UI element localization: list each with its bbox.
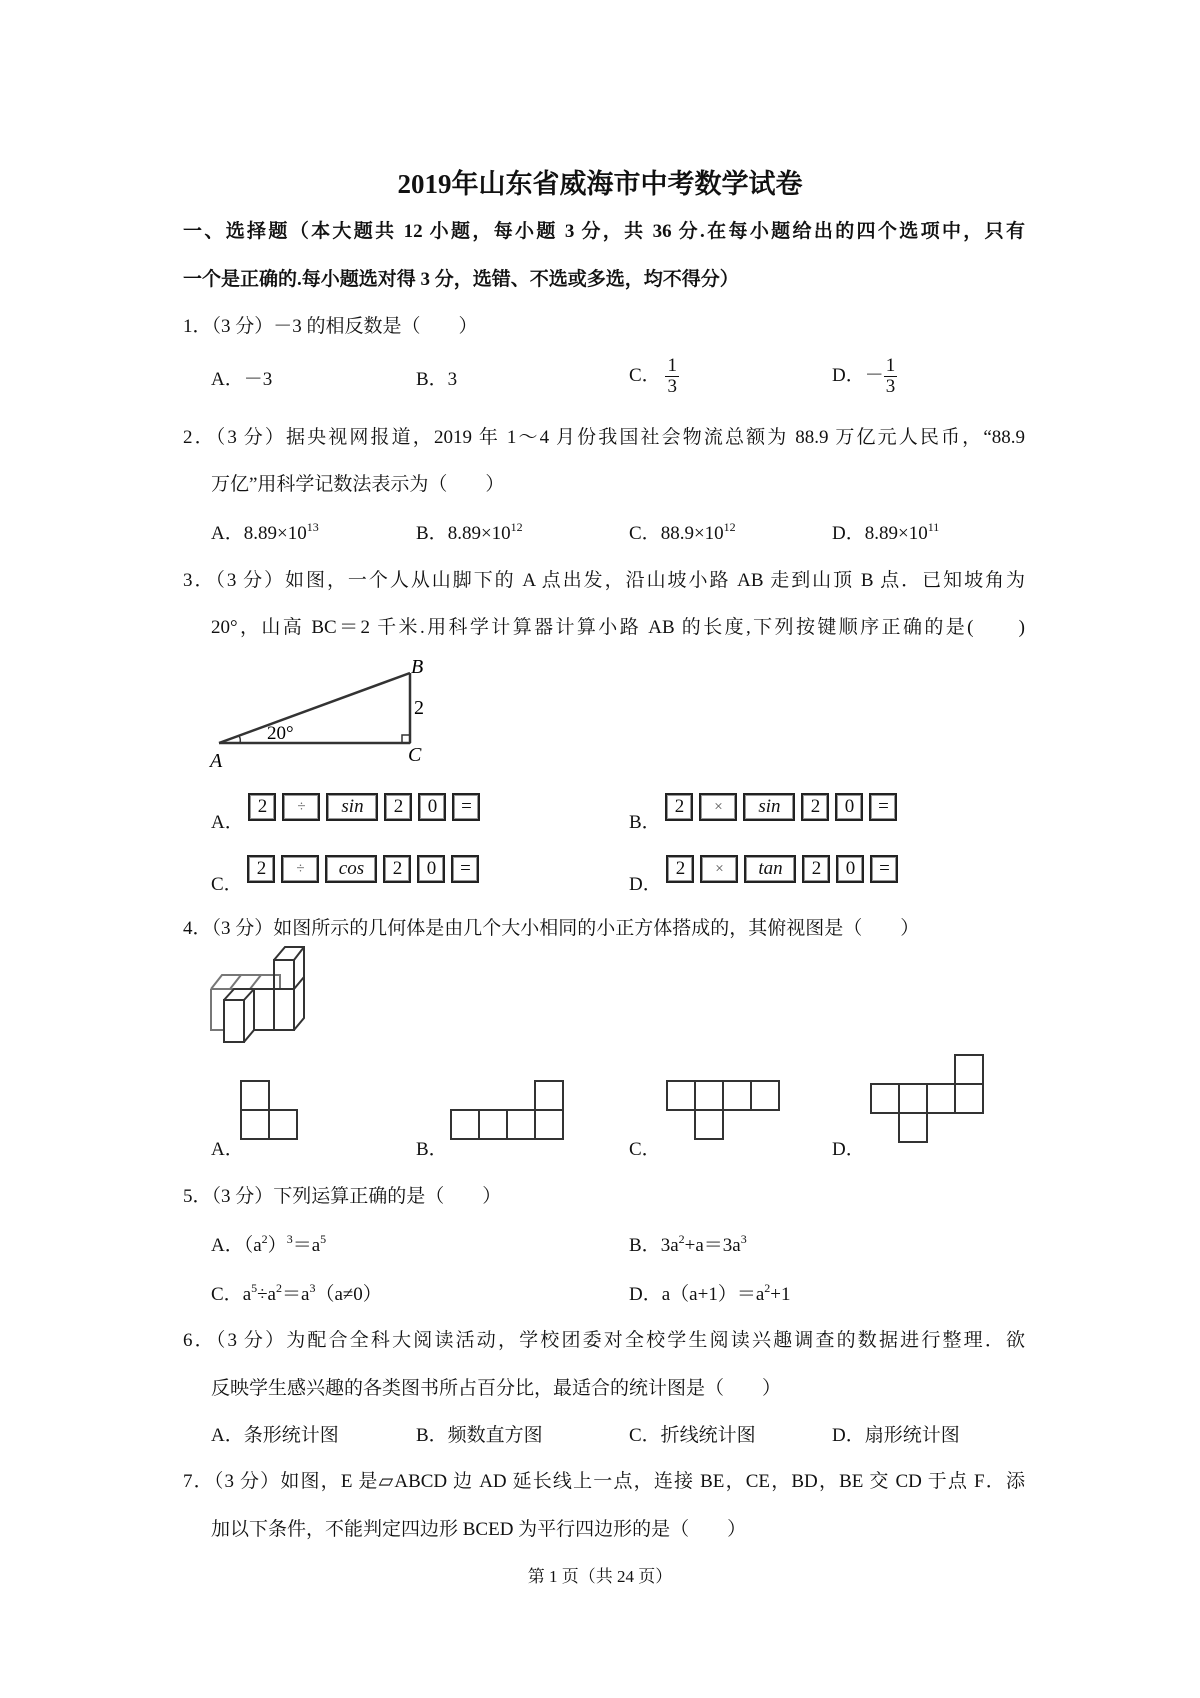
key: 0 (836, 855, 864, 883)
option-base: 88.9×10 (660, 523, 724, 544)
key: sin (743, 793, 795, 821)
expr: ＝a (292, 1235, 321, 1256)
q6-stem-line1: 6．（3 分）为配合全科大阅读活动，学校团委对全校学生阅读兴趣调查的数据进行整理．欲 (183, 1330, 1025, 1351)
q2-stem-line1: 2．（3 分）据央视网报道，2019 年 1～4 月份我国社会物流总额为 88.9 万亿元人民币，“88.9 (183, 427, 1025, 448)
key: 2 (666, 855, 694, 883)
q3-stem-line2: 20°，山高 BC＝2 千米.用科学计算器计算小路 AB 的长度,下列按键顺序正确的是( ) (211, 617, 1025, 638)
expr: +1 (770, 1284, 791, 1305)
q5-stem: 5．（3 分）下列运算正确的是（ ） (183, 1186, 502, 1207)
key-sequence (666, 855, 898, 883)
key: = (451, 855, 479, 883)
q2-option-c (629, 522, 736, 546)
q2-stem-line2: 万亿”用科学记数法表示为（ ） (211, 474, 505, 495)
q3-option-b (629, 796, 897, 835)
exponent: 13 (306, 520, 319, 534)
q1-option-d (832, 356, 897, 397)
key: × (699, 793, 737, 821)
page-title: 2019年山东省威海市中考数学试卷 (397, 169, 803, 199)
expr: ÷a (257, 1284, 276, 1305)
expr: +a＝3a (684, 1235, 741, 1256)
label-c: C (408, 744, 422, 766)
option-label: C． (211, 874, 243, 895)
denominator: 3 (885, 376, 896, 397)
q3-option-d (629, 858, 898, 897)
option-base: 8.89×10 (864, 523, 928, 544)
expr: a (242, 1284, 252, 1305)
q4-option-d-figure (870, 1054, 990, 1154)
q4-option-b-label: B． (416, 1139, 448, 1160)
option-label: D． (629, 874, 662, 895)
option-label: C． (211, 1284, 243, 1305)
key: = (869, 793, 897, 821)
key-sequence (248, 793, 480, 821)
option-label: B． (629, 1235, 661, 1256)
exponent: 3 (309, 1281, 316, 1295)
q4-option-b-figure (450, 1080, 570, 1152)
numerator: 1 (667, 355, 677, 376)
page-footer: 第 1 页（共 24 页） (527, 1567, 673, 1586)
q6-option-b: B．频数直方图 (416, 1425, 543, 1446)
minus-sign: － (864, 364, 884, 386)
exponent: 2 (261, 1232, 268, 1246)
key: 0 (417, 855, 445, 883)
exponent: 2 (764, 1281, 771, 1295)
expr: ＝a (282, 1284, 310, 1305)
exponent: 2 (678, 1232, 685, 1246)
section-heading-line2: 一个是正确的.每小题选对得 3 分，选错、不选或多选，均不得分） (183, 269, 739, 290)
key-sequence (247, 855, 479, 883)
exponent: 3 (286, 1232, 293, 1246)
denominator: 3 (667, 376, 677, 397)
q5-option-b (629, 1234, 747, 1258)
key: = (870, 855, 898, 883)
q6-option-c: C．折线统计图 (629, 1425, 756, 1446)
key: cos (325, 855, 377, 883)
exponent: 12 (510, 520, 523, 534)
key: ÷ (282, 793, 320, 821)
label-side: 2 (414, 697, 424, 719)
option-label: A． (211, 523, 244, 544)
q6-option-d: D．扇形统计图 (832, 1425, 960, 1446)
expr: a（a+1）＝a (661, 1284, 765, 1305)
expr: （a≠0） (315, 1284, 382, 1305)
q1-stem: 1．（3 分）－3 的相反数是（ ） (183, 316, 478, 337)
q5-option-c (211, 1283, 382, 1307)
key: 2 (248, 793, 276, 821)
q6-option-a: A．条形统计图 (211, 1425, 339, 1446)
q5-option-d (629, 1283, 790, 1307)
q7-stem-line1: 7．（3 分）如图，E 是▱ABCD 边 AD 延长线上一点，连接 BE，CE，BD，BE 交 CD 于点 F．添 (183, 1471, 1025, 1492)
exponent: 3 (740, 1232, 747, 1246)
expr: 3a (660, 1235, 679, 1256)
q4-option-a-figure (240, 1080, 300, 1152)
option-base: 8.89×10 (243, 523, 307, 544)
key: tan (744, 855, 796, 883)
side-ab (219, 673, 410, 743)
exponent: 5 (251, 1281, 258, 1295)
q3-stem-line1: 3．（3 分）如图，一个人从山脚下的 A 点出发，沿山坡小路 AB 走到山顶 B 点．已知坡角为 (183, 570, 1025, 591)
exponent: 12 (723, 520, 736, 534)
q2-option-a (211, 522, 319, 546)
option-label: B． (629, 812, 661, 833)
key: 2 (384, 793, 412, 821)
label-angle: 20° (267, 723, 294, 744)
q4-option-c-figure (666, 1080, 786, 1152)
q7-stem-line2: 加以下条件，不能判定四边形 BCED 为平行四边形的是（ ） (211, 1519, 747, 1540)
key: ÷ (281, 855, 319, 883)
key: 2 (247, 855, 275, 883)
option-label: A． (211, 812, 244, 833)
fraction (665, 356, 679, 397)
key: 2 (665, 793, 693, 821)
q1-option-c (629, 356, 679, 397)
q3-option-c (211, 858, 479, 897)
cube-solid-figure (200, 946, 360, 1056)
q4-option-d-label: D． (832, 1139, 865, 1160)
key: = (452, 793, 480, 821)
option-label: D． (832, 523, 865, 544)
q6-stem-line2: 反映学生感兴趣的各类图书所占百分比，最适合的统计图是（ ） (211, 1378, 782, 1399)
section-heading-line1: 一、选择题（本大题共 12 小题，每小题 3 分，共 36 分.在每小题给出的四个选项中，只有 (183, 221, 1025, 242)
option-base: 8.89×10 (447, 523, 511, 544)
q4-stem: 4．（3 分）如图所示的几何体是由几个大小相同的小正方体搭成的，其俯视图是（ ） (183, 918, 920, 939)
exponent: 2 (276, 1281, 282, 1295)
q1-option-b: B．3 (416, 369, 458, 390)
label-a: A (210, 750, 223, 772)
key: 2 (801, 793, 829, 821)
key: 2 (383, 855, 411, 883)
option-label: D． (629, 1284, 662, 1305)
fraction (884, 356, 898, 397)
q5-option-a (211, 1234, 326, 1258)
q3-option-a (211, 796, 480, 835)
exponent: 11 (927, 520, 940, 534)
q1-option-a: A．－3 (211, 369, 273, 390)
q4-option-c-label: C． (629, 1139, 661, 1160)
option-label: C． (629, 523, 661, 544)
exponent: 5 (320, 1232, 327, 1246)
option-label: A． (211, 1235, 244, 1256)
q2-option-d (832, 522, 939, 546)
label-b: B (411, 656, 424, 678)
key: 0 (835, 793, 863, 821)
option-label: D． (832, 364, 865, 386)
key: × (700, 855, 738, 883)
triangle-figure (205, 655, 435, 775)
key: 0 (418, 793, 446, 821)
q2-option-b (416, 522, 523, 546)
option-label: B． (416, 523, 448, 544)
option-label: C． (629, 364, 661, 386)
q4-option-a-label: A． (211, 1139, 244, 1160)
numerator: 1 (885, 355, 896, 376)
key: sin (326, 793, 378, 821)
expr: ） (267, 1235, 287, 1256)
key-sequence (665, 793, 897, 821)
key: 2 (802, 855, 830, 883)
expr: （a (243, 1235, 262, 1256)
